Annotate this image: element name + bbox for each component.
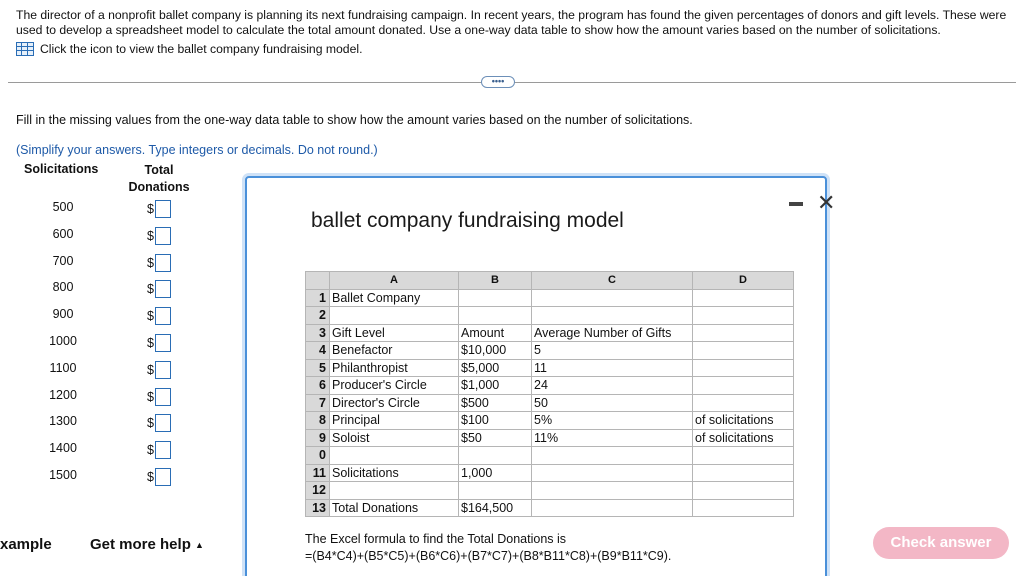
cell-b: Amount xyxy=(459,324,532,342)
solicitations-value: 1400 xyxy=(49,441,77,456)
question-text: Fill in the missing values from the one-way data table to show how the amount varies based on the number of solicitations. xyxy=(16,113,693,127)
currency-symbol: $ xyxy=(147,336,154,350)
cell-d xyxy=(693,499,794,517)
cell-c: 24 xyxy=(532,377,693,395)
cell-b xyxy=(459,289,532,307)
solicitations-value: 1000 xyxy=(49,334,77,348)
cell-a: Philanthropist xyxy=(330,359,459,377)
currency-symbol: $ xyxy=(147,362,154,377)
row-number: 4 xyxy=(306,342,330,360)
column-header-row xyxy=(306,272,794,290)
cell-d xyxy=(693,377,794,395)
cell-d xyxy=(693,289,794,307)
cell-b: 1,000 xyxy=(459,464,532,482)
cell-d xyxy=(693,307,794,325)
sheet-row xyxy=(306,412,794,430)
check-answer-button[interactable]: Check answer xyxy=(873,527,1009,559)
formula-caption: The Excel formula to find the Total Donations is xyxy=(305,532,567,546)
model-link[interactable] xyxy=(16,42,362,56)
total-header-line2: Donations xyxy=(128,180,190,194)
cell-c xyxy=(532,289,693,307)
currency-symbol: $ xyxy=(147,228,154,243)
cell-a xyxy=(330,482,459,500)
column-header-d: D xyxy=(693,272,794,290)
cell-b: $100 xyxy=(459,412,532,430)
cell-c: 50 xyxy=(532,394,693,412)
currency-symbol: $ xyxy=(147,416,154,431)
cell-d xyxy=(693,482,794,500)
cell-b xyxy=(459,447,532,465)
sheet-row xyxy=(306,307,794,325)
cell-a: Ballet Company xyxy=(330,289,459,307)
sheet-row xyxy=(306,394,794,412)
solicitations-value: 1200 xyxy=(49,387,77,402)
cell-d: of solicitations xyxy=(693,412,794,430)
cell-a: Benefactor xyxy=(330,342,459,360)
total-donations-input[interactable] xyxy=(155,200,171,218)
solicitations-value: 1500 xyxy=(49,468,77,482)
formula-note xyxy=(305,531,671,565)
cell-b: $5,000 xyxy=(459,359,532,377)
row-number: 6 xyxy=(306,377,330,395)
total-donations-input[interactable] xyxy=(155,307,171,325)
total-donations-input[interactable] xyxy=(155,441,171,459)
total-donations-input[interactable] xyxy=(155,388,171,406)
row-number: 13 xyxy=(306,499,330,517)
row-number: 12 xyxy=(306,482,330,500)
help-label: Get more help xyxy=(90,536,191,553)
currency-symbol: $ xyxy=(147,309,154,324)
currency-symbol: $ xyxy=(147,282,154,297)
cell-a xyxy=(330,447,459,465)
close-button[interactable]: ✕ xyxy=(817,190,836,215)
row-number: 0 xyxy=(306,447,330,465)
total-donations-input[interactable] xyxy=(155,254,171,272)
currency-symbol: $ xyxy=(147,202,154,216)
cell-d xyxy=(693,342,794,360)
total-donations-input[interactable] xyxy=(155,227,171,245)
cell-b: $500 xyxy=(459,394,532,412)
cell-c xyxy=(532,482,693,500)
cell-c: 5 xyxy=(532,342,693,360)
cell-a: Producer's Circle xyxy=(330,377,459,395)
solicitations-value: 700 xyxy=(52,253,74,268)
currency-symbol: $ xyxy=(147,389,154,404)
row-number: 1 xyxy=(306,289,330,307)
sheet-row xyxy=(306,377,794,395)
cell-d xyxy=(693,464,794,482)
cell-d xyxy=(693,324,794,342)
dialog-title: ballet company fundraising model xyxy=(311,209,624,232)
cell-d: of solicitations xyxy=(693,429,794,447)
expand-more-button[interactable]: •••• xyxy=(481,76,515,88)
column-header-c: C xyxy=(532,272,693,290)
cell-a: Principal xyxy=(330,412,459,430)
row-number: 7 xyxy=(306,394,330,412)
solicitations-value: 500 xyxy=(52,200,74,214)
row-number: 8 xyxy=(306,412,330,430)
cell-b xyxy=(459,482,532,500)
cell-b: $50 xyxy=(459,429,532,447)
row-number: 3 xyxy=(306,324,330,342)
currency-symbol: $ xyxy=(147,470,154,484)
solicitations-value: 1100 xyxy=(49,360,77,375)
column-header-a: A xyxy=(330,272,459,290)
cell-d xyxy=(693,359,794,377)
caret-up-icon: ▲ xyxy=(195,540,204,551)
total-header-line1: Total xyxy=(144,163,174,177)
corner-cell xyxy=(306,272,330,290)
cell-c: 5% xyxy=(532,412,693,430)
row-number: 2 xyxy=(306,307,330,325)
currency-symbol: $ xyxy=(147,255,154,270)
sheet-row xyxy=(306,359,794,377)
solicitations-value: 900 xyxy=(52,307,74,322)
total-donations-input[interactable] xyxy=(155,468,171,486)
solicitations-value: 600 xyxy=(52,226,74,241)
total-donations-input[interactable] xyxy=(155,334,171,352)
solicitations-value: 800 xyxy=(52,280,74,295)
get-more-help-link[interactable] xyxy=(90,536,204,553)
view-example-link[interactable]: xample xyxy=(0,536,52,553)
cell-c: 11% xyxy=(532,429,693,447)
problem-statement: The director of a nonprofit ballet company is planning its next fundraising campaign. In recent years, the program has found the given percentages of donors and gift levels. These were used to develop a spreadsheet model to calculate the total amount donated. Use a one-way data table to show how the amount varies based on the number of solicitations. xyxy=(16,8,1007,37)
total-donations-input[interactable] xyxy=(155,414,171,432)
model-link-text: Click the icon to view the ballet company fundraising model. xyxy=(40,42,363,56)
sheet-row xyxy=(306,447,794,465)
sheet-row xyxy=(306,324,794,342)
total-donations-input[interactable] xyxy=(155,361,171,379)
currency-symbol: $ xyxy=(147,443,154,458)
cell-c xyxy=(532,447,693,465)
row-number: 5 xyxy=(306,359,330,377)
cell-c xyxy=(532,464,693,482)
spreadsheet-table xyxy=(305,271,794,517)
solicitations-value: 1300 xyxy=(49,414,77,429)
solicitations-header: Solicitations xyxy=(24,162,99,176)
total-donations-header xyxy=(126,162,192,196)
sheet-row xyxy=(306,464,794,482)
cell-d xyxy=(693,394,794,412)
total-donations-input[interactable] xyxy=(155,280,171,298)
spreadsheet-icon[interactable] xyxy=(16,42,34,56)
cell-c: 11 xyxy=(532,359,693,377)
cell-a: Total Donations xyxy=(330,499,459,517)
cell-c xyxy=(532,307,693,325)
sheet-row xyxy=(306,289,794,307)
sheet-row xyxy=(306,499,794,517)
row-number: 9 xyxy=(306,429,330,447)
minimize-button[interactable] xyxy=(789,202,803,206)
instructions-text: (Simplify your answers. Type integers or decimals. Do not round.) xyxy=(16,143,378,157)
cell-a: Solicitations xyxy=(330,464,459,482)
cell-a: Soloist xyxy=(330,429,459,447)
cell-a: Director's Circle xyxy=(330,394,459,412)
column-header-b: B xyxy=(459,272,532,290)
cell-c xyxy=(532,499,693,517)
cell-b: $164,500 xyxy=(459,499,532,517)
sheet-row xyxy=(306,482,794,500)
row-number: 11 xyxy=(306,464,330,482)
cell-b: $10,000 xyxy=(459,342,532,360)
cell-a xyxy=(330,307,459,325)
cell-d xyxy=(693,447,794,465)
cell-b: $1,000 xyxy=(459,377,532,395)
sheet-row xyxy=(306,429,794,447)
formula-text: =(B4*C4)+(B5*C5)+(B6*C6)+(B7*C7)+(B8*B11*C8)+(B9*B11*C9). xyxy=(305,549,672,563)
cell-a: Gift Level xyxy=(330,324,459,342)
sheet-row xyxy=(306,342,794,360)
cell-c: Average Number of Gifts xyxy=(532,324,693,342)
cell-b xyxy=(459,307,532,325)
